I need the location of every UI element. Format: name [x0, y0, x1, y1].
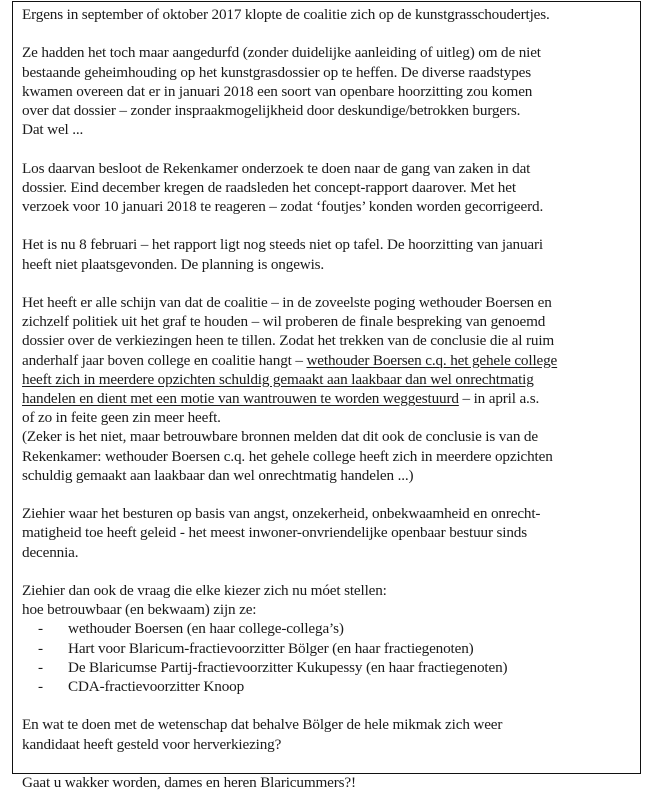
underlined-conclusion: handelen en dient met een motie van wantrouwen te worden weggestuurd: [22, 390, 459, 407]
text-line: Los daarvan besloot de Rekenkamer onderzoek te doen naar de gang van zaken in dat: [22, 159, 531, 177]
text-line: Ze hadden het toch maar aangedurfd (zonder duidelijke aanleiding of uitleg) om de niet: [22, 44, 541, 62]
list-item-text: Hart voor Blaricum-fractievoorzitter Bölger (en haar fractiegenoten): [68, 639, 474, 657]
dash-bullet-icon: -: [38, 658, 43, 676]
list-item-text: CDA-fractievoorzitter Knoop: [68, 678, 245, 696]
paragraph-rekenkamer: [22, 159, 632, 217]
list-item: [22, 677, 632, 696]
document-frame: [12, 1, 641, 791]
text-line: heeft niet plaatsgevonden. De planning is ongewis.: [22, 255, 325, 273]
paragraph-sources: [22, 427, 632, 485]
text-line: Ziehier dan ook de vraag die elke kiezer zich nu móet stellen:: [22, 582, 387, 599]
text-line: decennia.: [22, 543, 79, 561]
text-line: verzoek voor 10 januari 2018 te reageren – zodat ‘foutjes’ konden worden gecorrigeerd.: [22, 198, 544, 215]
text-line: Ergens in september of oktober 2017 klopte de coalitie zich op de kunstgrasschoudertjes.: [22, 6, 550, 23]
underlined-conclusion: heeft zich in meerdere opzichten schuldig gemaakt aan laakbaar dan wel onrechtmatig: [22, 370, 534, 388]
underlined-conclusion: wethouder Boersen c.q. het gehele college: [306, 351, 558, 369]
text-line: [22, 389, 632, 408]
dash-bullet-icon: -: [38, 639, 43, 657]
text-line: Rekenkamer: wethouder Boersen c.q. het gehele college heeft zich in meerdere opzichten: [22, 447, 553, 465]
text-line: over dat dossier – zonder inspraakmogelijkheid door deskundige/betrokken burgers.: [22, 102, 521, 119]
text-line: kandidaat heeft gesteld voor herverkiezing?: [22, 735, 282, 753]
paragraph-governance: [22, 504, 632, 562]
paragraph-coalition: [22, 293, 632, 427]
text-line: Het is nu 8 februari – het rapport ligt nog steeds niet op tafel. De hoorzitting van januari: [22, 236, 543, 254]
paragraph-reelection: [22, 715, 632, 753]
list-item: [22, 639, 632, 658]
list-item: [22, 658, 632, 677]
paragraph-status: [22, 235, 632, 273]
text-line: [22, 370, 632, 389]
text-line: matigheid toe heeft geleid - het meest inwoner-onvriendelijke openbaar bestuur sinds: [22, 524, 527, 542]
text-line: dossier over de verkiezingen heen te tillen. Zodat het trekken van de conclusie die al ruim: [22, 332, 555, 350]
text-line: schuldig gemaakt aan laakbaar dan wel onrechtmatig handelen ...): [22, 466, 414, 484]
text-line: hoe betrouwbaar (en bekwaam) zijn ze:: [22, 601, 257, 619]
text-line: Gaat u wakker worden, dames en heren Blaricummers?!: [22, 774, 356, 791]
text-line: kwamen overeen dat er in januari 2018 een soort van openbare hoorzitting zou komen: [22, 82, 533, 100]
text-line: bestaande geheimhouding op het kunstgrasdossier op te heffen. De diverse raadstypes: [22, 63, 531, 81]
text-plain: anderhalf jaar boven college en coalitie hangt –: [22, 351, 307, 369]
text-line: Het heeft er alle schijn van dat de coalitie – in de zoveelste poging wethouder Boersen en: [22, 293, 552, 311]
text-line: [22, 351, 632, 370]
paragraph-question: [22, 581, 632, 619]
text-line: (Zeker is het niet, maar betrouwbare bronnen melden dat dit ook de conclusie is van de: [22, 428, 538, 446]
text-line: of zo in feite geen zin meer heeft.: [22, 409, 221, 427]
paragraph-intro: [22, 5, 632, 24]
dash-bullet-icon: -: [38, 678, 43, 696]
dash-bullet-icon: -: [38, 620, 43, 638]
text-line: dossier. Eind december kregen de raadsleden het concept-rapport daarover. Met het: [22, 178, 516, 196]
text-line: En wat te doen met de wetenschap dat behalve Bölger de hele mikmak zich weer: [22, 716, 503, 734]
list-item-text: wethouder Boersen (en haar college-collega’s): [68, 620, 344, 638]
text-line: Ziehier waar het besturen op basis van angst, onzekerheid, onbekwaamheid en onrecht-: [22, 505, 541, 523]
paragraph-secrecy: [22, 43, 632, 139]
text-line: Dat wel ...: [22, 121, 84, 139]
list-item: [22, 619, 632, 638]
text-plain: – in april a.s.: [458, 390, 540, 407]
list-item-text: De Blaricumse Partij-fractievoorzitter Kukupessy (en haar fractiegenoten): [68, 658, 508, 676]
paragraph-closing: [22, 773, 632, 792]
text-line: zichzelf politiek uit het graf te houden – wil proberen de finale bespreking van genoemd: [22, 313, 546, 331]
politicians-list: [22, 619, 632, 696]
